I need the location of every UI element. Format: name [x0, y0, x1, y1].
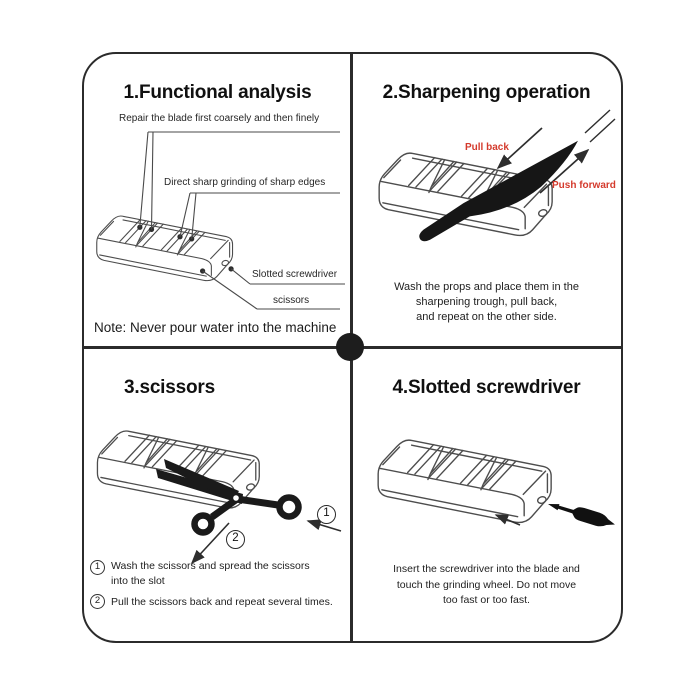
panel4-title: 4.Slotted screwdriver: [392, 376, 581, 398]
step-line: Wash the scissors and spread the scissors: [111, 560, 310, 572]
diagram-marker-1: 1: [317, 505, 336, 524]
instruction-line: touch the grinding wheel. Do not move: [396, 578, 577, 591]
sharpener-illustration: [378, 440, 551, 522]
panel-functional-analysis: [84, 54, 351, 346]
step1-number: 1: [90, 560, 105, 575]
panel1-title: 1.Functional analysis: [123, 81, 312, 103]
note-text: Note: Never pour water into the machine: [94, 320, 337, 335]
push-forward-label: Push forward: [552, 180, 616, 191]
panel3-title: 3.scissors: [124, 376, 215, 398]
panel-sharpening-operation: [353, 54, 620, 346]
panel4-instructions: [353, 562, 620, 609]
step2-text: Pull the scissors back and repeat several times.: [111, 596, 333, 608]
diagram-marker-2: 2: [226, 530, 245, 549]
step1-text: [111, 559, 310, 588]
callout-slotted-screwdriver: Slotted screwdriver: [252, 269, 338, 280]
callout-scissors: scissors: [273, 295, 310, 306]
panel-scissors: [84, 349, 351, 641]
callout-repair-blade: Repair the blade first coarsely and then finely: [119, 113, 320, 124]
screwdriver-illustration: [546, 497, 617, 530]
instruction-line: and repeat on the other side.: [416, 311, 557, 323]
instruction-line: sharpening trough, pull back,: [415, 296, 558, 308]
panel2-instructions: [353, 280, 620, 325]
callout-direct-grinding: Direct sharp grinding of sharp edges: [164, 177, 326, 188]
instruction-line: Insert the screwdriver into the blade and: [393, 563, 580, 575]
step2-number: 2: [90, 594, 105, 609]
callout-lines: [140, 132, 345, 309]
step-line: into the slot: [111, 574, 165, 587]
sharpener-illustration: [97, 216, 233, 281]
instruction-line: too fast or too fast.: [443, 594, 530, 606]
panel2-title: 2.Sharpening operation: [382, 81, 591, 103]
pull-back-label: Pull back: [465, 142, 509, 153]
motion-lines: [585, 110, 615, 142]
instruction-line: Wash the props and place them in the: [394, 281, 579, 293]
panel-slotted-screwdriver: [353, 349, 620, 641]
